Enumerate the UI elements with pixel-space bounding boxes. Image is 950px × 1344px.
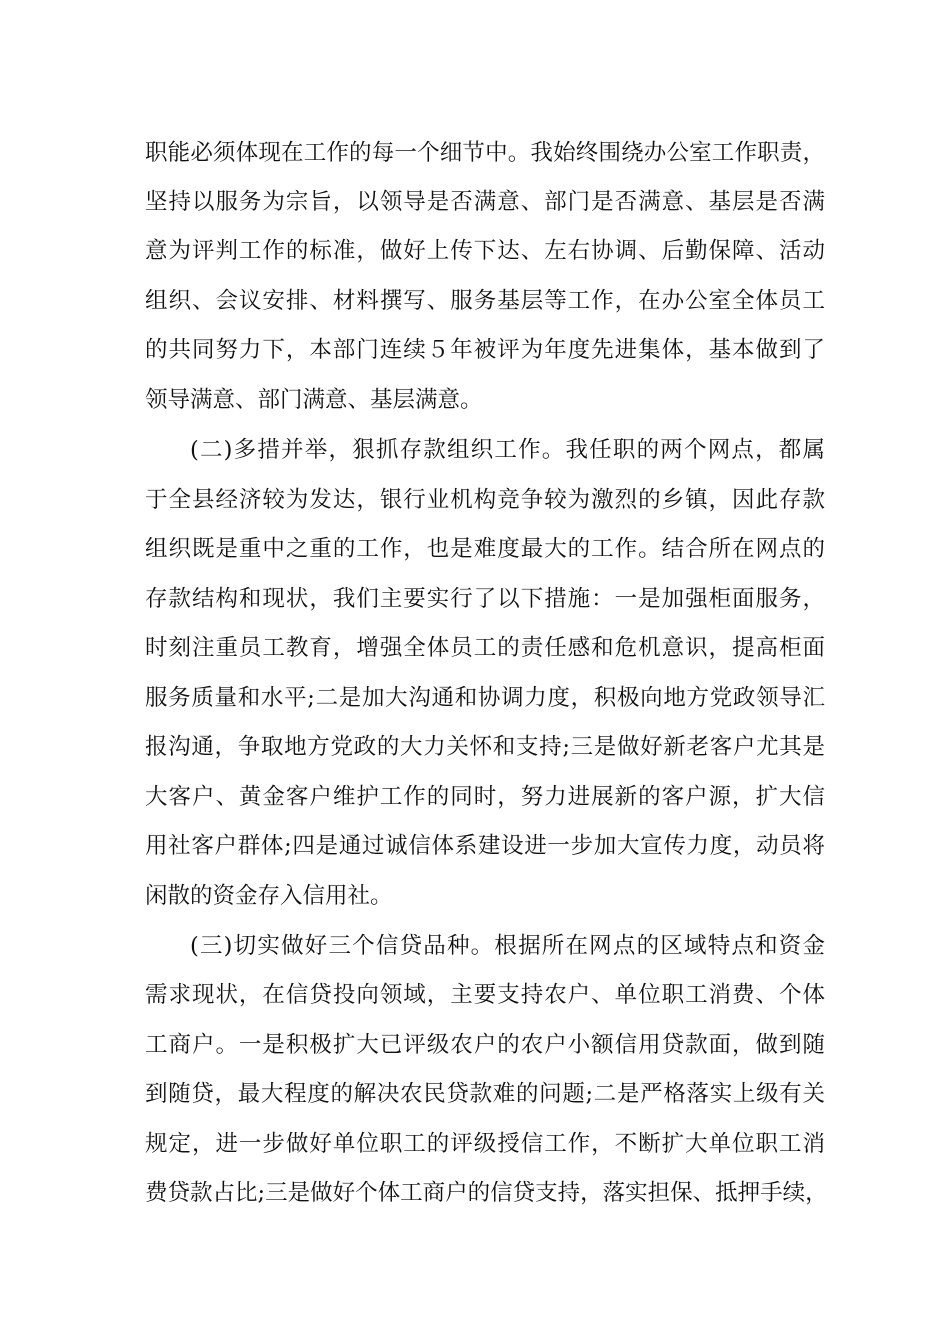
paragraph-1-line-4: 组织、会议安排、材料撰写、服务基层等工作，在办公室全体员工: [145, 288, 825, 314]
paragraph-2-line-6: 服务质量和水平;二是加大沟通和协调力度，积极向地方党政领导汇: [145, 685, 825, 711]
paragraph-2-line-2: 于全县经济较为发达，银行业机构竞争较为激烈的乡镇，因此存款: [145, 487, 825, 513]
paragraph-2-line-5: 时刻注重员工教育，增强全体员工的责任感和危机意识，提高柜面: [145, 635, 825, 661]
paragraph-1-line-3: 意为评判工作的标准，做好上传下达、左右协调、后勤保障、活动: [145, 238, 825, 264]
paragraph-3-line-6: 费贷款占比;三是做好个体工商户的信贷支持，落实担保、抵押手续，: [145, 1180, 828, 1206]
paragraph-2-line-1: (二)多措并举，狠抓存款组织工作。我任职的两个网点，都属: [190, 437, 825, 463]
paragraph-1-line-6: 领导满意、部门满意、基层满意。: [145, 387, 483, 413]
paragraph-2-line-4: 存款结构和现状，我们主要实行了以下措施：一是加强柜面服务，: [145, 586, 825, 612]
paragraph-3-line-3: 工商户。一是积极扩大已评级农户的农户小额信用贷款面，做到随: [145, 1032, 825, 1058]
paragraph-3-line-4: 到随贷，最大程度的解决农民贷款难的问题;二是严格落实上级有关: [145, 1081, 825, 1107]
paragraph-1-line-5: 的共同努力下，本部门连续５年被评为年度先进集体，基本做到了: [145, 337, 825, 363]
paragraph-2-line-9: 用社客户群体;四是通过诚信体系建设进一步加大宣传力度，动员将: [145, 833, 825, 859]
paragraph-3-line-5: 规定，进一步做好单位职工的评级授信工作，不断扩大单位职工消: [145, 1131, 825, 1157]
paragraph-3-line-2: 需求现状，在信贷投向领域，主要支持农户、单位职工消费、个体: [145, 982, 825, 1008]
paragraph-2-line-10: 闲散的资金存入信用社。: [145, 883, 393, 909]
paragraph-3-line-1: (三)切实做好三个信贷品种。根据所在网点的区域特点和资金: [190, 933, 825, 959]
paragraph-1-line-2: 坚持以服务为宗旨，以领导是否满意、部门是否满意、基层是否满: [145, 189, 825, 215]
paragraph-2-line-8: 大客户、黄金客户维护工作的同时，努力进展新的客户源，扩大信: [145, 784, 825, 810]
paragraph-2-line-7: 报沟通，争取地方党政的大力关怀和支持;三是做好新老客户尤其是: [145, 734, 825, 760]
paragraph-1-line-1: 职能必须体现在工作的每一个细节中。我始终围绕办公室工作职责，: [145, 140, 825, 166]
paragraph-2-line-3: 组织既是重中之重的工作，也是难度最大的工作。结合所在网点的: [145, 536, 825, 562]
